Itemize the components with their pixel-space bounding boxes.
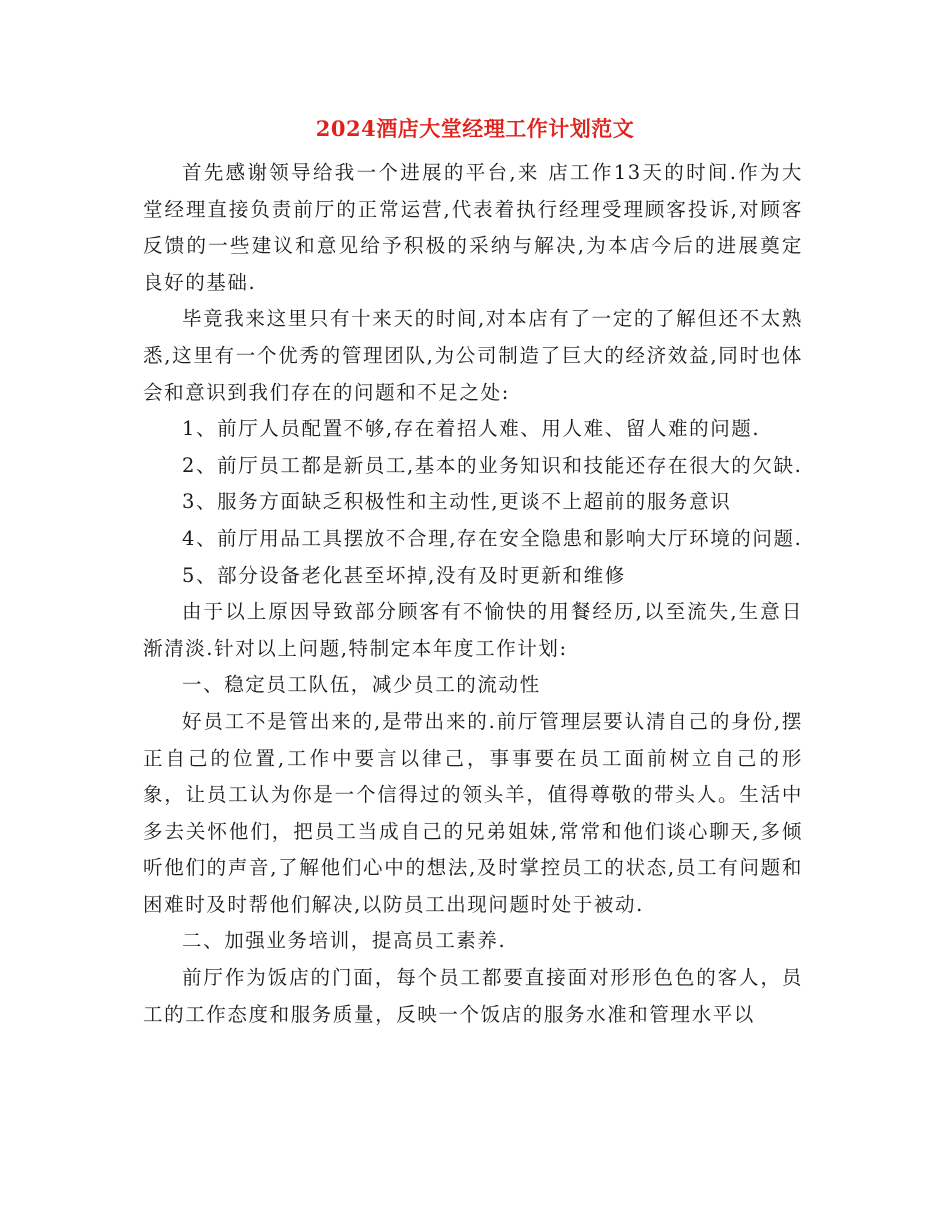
paragraph-problems-intro: 毕竟我来这里只有十来天的时间,对本店有了一定的了解但还不太熟悉,这里有一个优秀的管理团队,为公司制造了巨大的经济效益,同时也体会和意识到我们存在的问题和不足之处: [143, 307, 803, 404]
paragraph-section-2: 前厅作为饭店的门面，每个员工都要直接面对形形色色的客人，员工的工作态度和服务质量，反映一个饭店的服务水准和管理水平以 [143, 966, 803, 1026]
paragraph-section-1: 好员工不是管出来的,是带出来的.前厅管理层要认清自己的身份,摆正自己的位置,工作中要言以律己，事事要在员工面前树立自己的形象，让员工认为你是一个信得过的领头羊，值得尊敬的带头人。生活中多去关怀他们，把员工当成自己的兄弟姐妹,常常和他们谈心聊天,多倾听他们的声音,了解他们心中的想法,及时掌控员工的状态,员工有问题和困难时及时帮他们解决,以防员工出现问题时处于被动. [143, 709, 803, 916]
list-item-5: 5、部分设备老化甚至坏掉,没有及时更新和维修 [182, 563, 626, 587]
list-item-2: 2、前厅员工都是新员工,基本的业务知识和技能还存在很大的欠缺. [182, 453, 803, 477]
list-item-4: 4、前厅用品工具摆放不合理,存在安全隐患和影响大厅环境的问题. [182, 526, 803, 550]
section-heading-2: 二、加强业务培训，提高员工素养. [182, 929, 507, 953]
document-body [143, 155, 803, 1033]
document-title: 2024酒店大堂经理工作计划范文 [315, 116, 635, 141]
list-item-3: 3、服务方面缺乏积极性和主动性,更谈不上超前的服务意识 [182, 490, 732, 514]
paragraph-intro: 首先感谢领导给我一个进展的平台,来 店工作13天的时间.作为大堂经理直接负责前厅的正常运营,代表着执行经理受理顾客投诉,对顾客反馈的一些建议和意见给予积极的采纳与解决,为本店今后的进展奠定良好的基础. [143, 161, 803, 294]
section-heading-1: 一、稳定员工队伍，减少员工的流动性 [182, 673, 541, 697]
paragraph-plan-intro: 由于以上原因导致部分顾客有不愉快的用餐经历,以至流失,生意日渐清淡.针对以上问题,特制定本年度工作计划: [143, 600, 803, 660]
list-item-1: 1、前厅人员配置不够,存在着招人难、用人难、留人难的问题. [182, 417, 761, 441]
